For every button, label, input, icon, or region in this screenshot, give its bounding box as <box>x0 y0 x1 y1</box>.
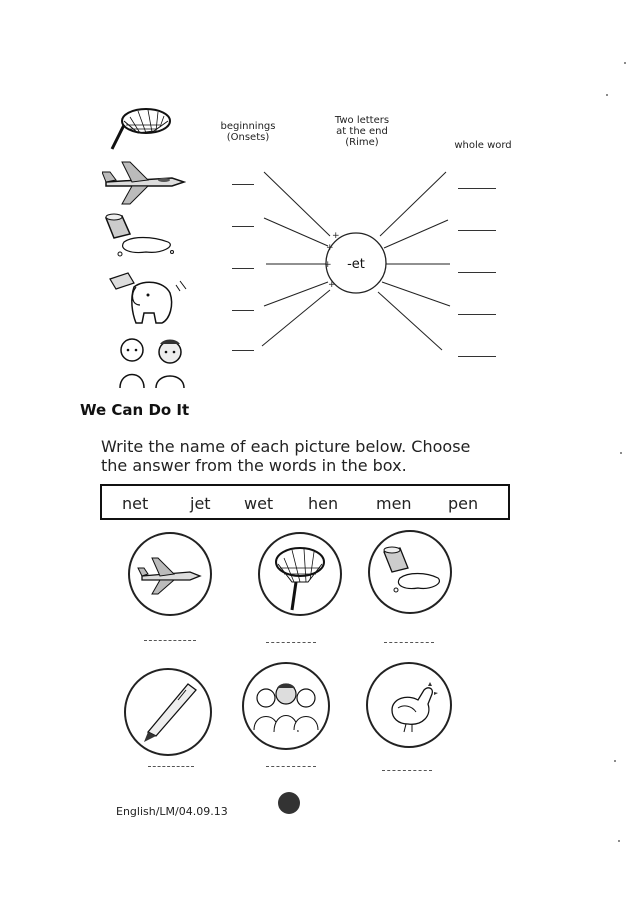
dog-picture <box>104 265 190 327</box>
wet-spill-icon <box>106 214 174 256</box>
onset-blank-2[interactable] <box>232 226 254 227</box>
fishing-net-icon <box>260 534 340 614</box>
plus-sign-2: + <box>326 243 334 253</box>
answer-blank-2[interactable] <box>266 642 316 643</box>
word-hen: hen <box>308 494 339 513</box>
header-rime <box>322 115 402 148</box>
plus-sign-4: + <box>328 280 336 290</box>
instruction-line-1: Write the name of each picture below. Choose <box>101 437 471 456</box>
whole-word-blank-1[interactable] <box>458 188 496 189</box>
whole-word-blank-5[interactable] <box>458 356 496 357</box>
onset-blank-5[interactable] <box>232 350 254 351</box>
answer-blank-1[interactable] <box>144 640 196 641</box>
picture-circle-hen <box>366 662 452 748</box>
men-icon <box>244 664 328 748</box>
onset-blank-4[interactable] <box>232 310 254 311</box>
header-onsets-text: (Onsets) <box>226 132 270 143</box>
hen-icon <box>368 664 450 746</box>
scan-speck <box>606 94 608 96</box>
answer-blank-5[interactable] <box>266 766 316 767</box>
jet-plane-icon <box>102 162 184 204</box>
header-rime-text: (Rime) <box>345 137 379 148</box>
word-men: men <box>376 494 412 513</box>
header-whole-word-text: whole word <box>454 140 512 151</box>
ray-9 <box>382 282 450 306</box>
header-at-the-end-text: at the end <box>336 126 388 137</box>
rime-sunburst-diagram <box>256 166 456 366</box>
men-icon <box>120 339 184 388</box>
picture-circle-spill <box>368 530 452 614</box>
section-heading: We Can Do It <box>80 401 190 419</box>
word-jet: jet <box>190 494 211 513</box>
plus-sign-1: + <box>332 231 340 241</box>
scan-speck <box>620 452 622 454</box>
ray-7 <box>384 220 448 248</box>
wet-dog-icon <box>110 273 186 323</box>
word-box <box>100 484 510 520</box>
ray-1 <box>264 172 330 236</box>
instruction-line-2: the answer from the words in the box. <box>101 456 407 475</box>
center-rime-label: -et <box>347 257 365 272</box>
word-wet: wet <box>244 494 274 513</box>
answer-blank-3[interactable] <box>384 642 434 643</box>
whole-word-blank-3[interactable] <box>458 272 496 273</box>
wet-spill-icon <box>370 532 450 612</box>
header-beginnings-text: beginnings <box>220 121 276 132</box>
instructions <box>101 437 541 475</box>
fishing-net-icon <box>112 109 170 149</box>
ray-5 <box>262 290 330 346</box>
answer-blank-4[interactable] <box>148 766 194 767</box>
picture-circle-net <box>258 532 342 616</box>
whole-word-blank-2[interactable] <box>458 230 496 231</box>
header-whole-word <box>438 140 528 151</box>
picture-circle-jet <box>128 532 212 616</box>
jet-picture <box>102 158 186 206</box>
scan-speck <box>618 840 620 842</box>
pen-icon <box>126 670 210 754</box>
header-beginnings <box>208 121 288 143</box>
answer-blank-6[interactable] <box>382 770 432 771</box>
plus-sign-3: + <box>324 260 332 270</box>
word-pen: pen <box>448 494 479 513</box>
picture-circle-men <box>242 662 330 750</box>
net-picture <box>110 103 172 151</box>
word-net: net <box>122 494 149 513</box>
header-two-letters-text: Two letters <box>334 115 390 126</box>
footer-code: English/LM/04.09.13 <box>116 805 228 818</box>
whole-word-blank-4[interactable] <box>458 314 496 315</box>
ray-2 <box>264 218 328 246</box>
onset-blank-3[interactable] <box>232 268 254 269</box>
spill-picture <box>102 212 178 260</box>
page-number-mark <box>278 792 300 814</box>
ray-4 <box>264 282 328 306</box>
ray-10 <box>378 292 442 350</box>
ray-6 <box>380 172 446 236</box>
onset-blank-1[interactable] <box>232 184 254 185</box>
jet-plane-icon <box>130 534 210 614</box>
picture-circle-pen <box>124 668 212 756</box>
men-picture <box>110 334 194 390</box>
scan-speck <box>614 760 616 762</box>
scan-speck <box>624 62 626 64</box>
